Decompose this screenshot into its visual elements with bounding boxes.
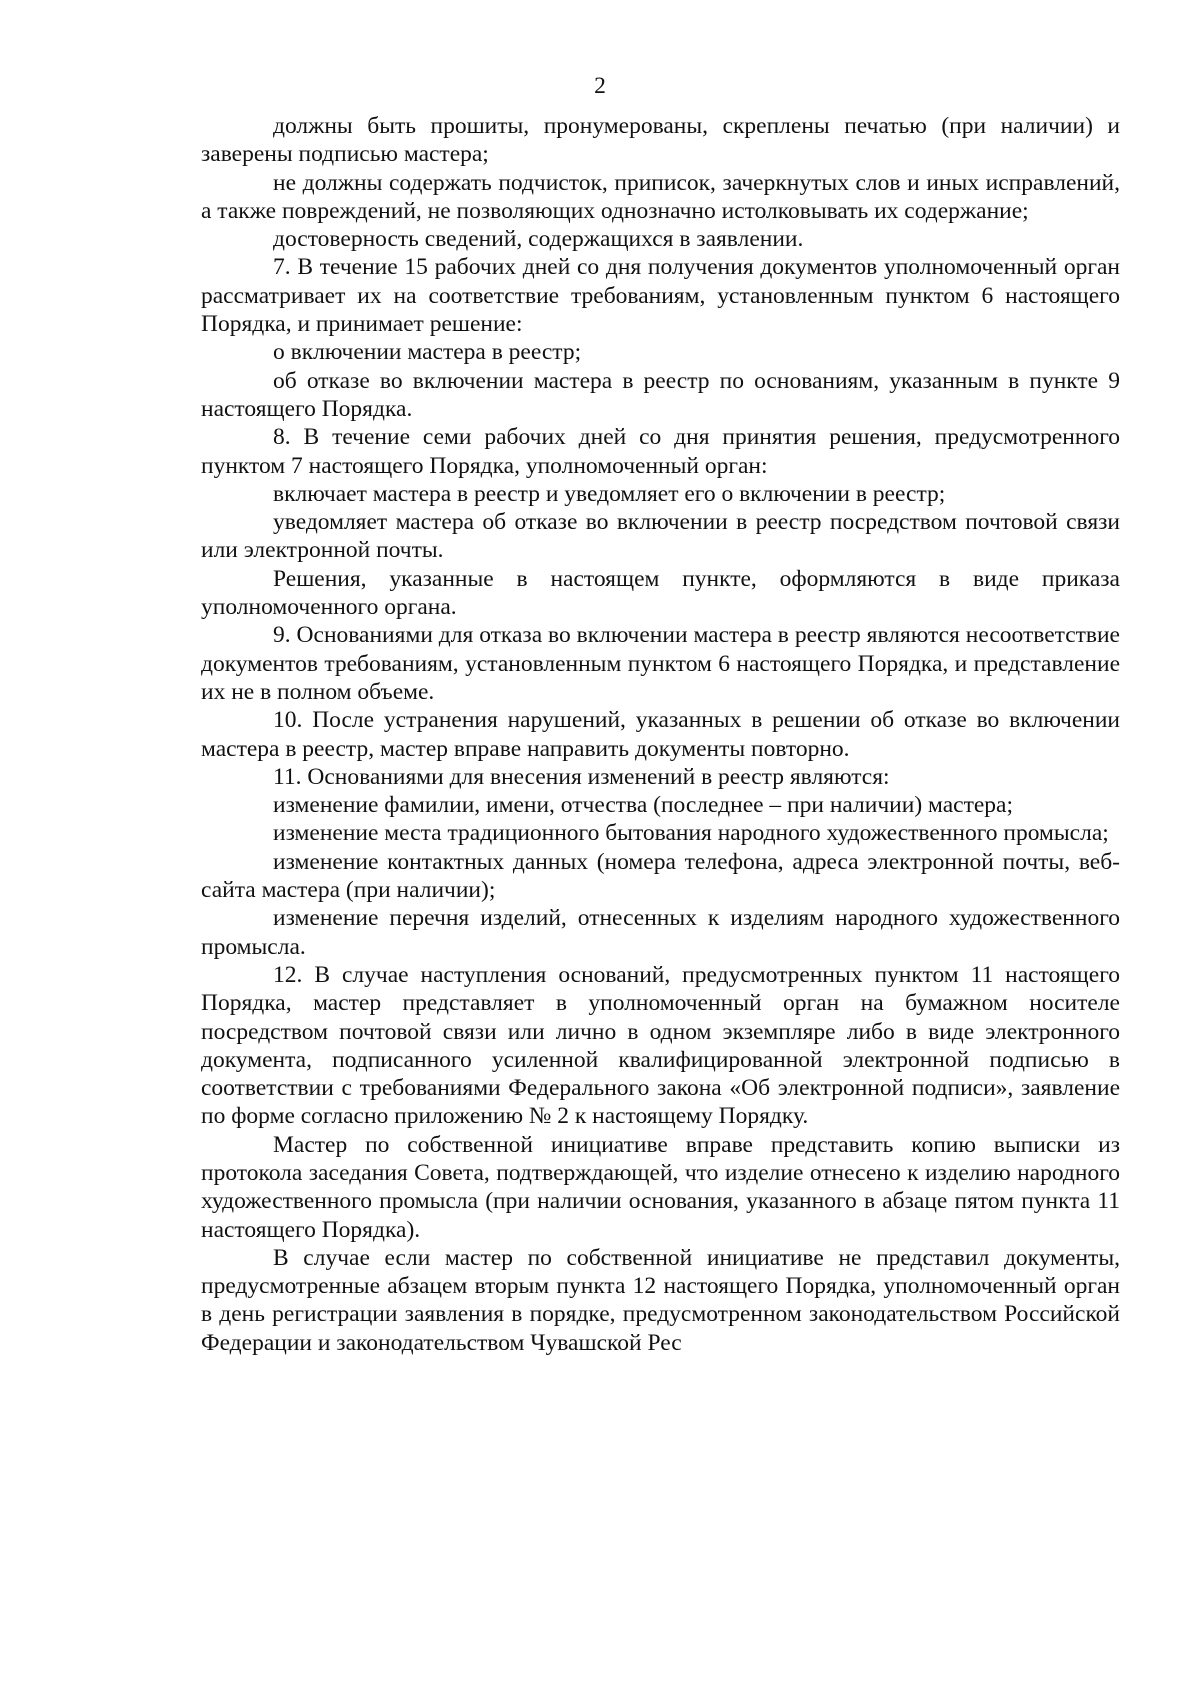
paragraph: 8. В течение семи рабочих дней со дня принятия решения, предусмотренного пунктом 7 настоящего Порядка, уполномоченный орган: [201, 424, 1120, 479]
paragraph: о включении мастера в реестр; [273, 339, 582, 366]
paragraph: включает мастера в реестр и уведомляет его о включении в реестр; [273, 480, 946, 507]
paragraph: 10. После устранения нарушений, указанных в решении об отказе во включении мастера в реестр, мастер вправе направить документы повторно. [201, 707, 1120, 762]
paragraph: не должны содержать подчисток, приписок, зачеркнутых слов и иных исправлений, а также повреждений, не позволяющих однозначно истолковывать их содержание; [201, 169, 1120, 224]
paragraph: уведомляет мастера об отказе во включении в реестр посредством почтовой связи или электронной почты. [201, 509, 1120, 564]
paragraph: Мастер по собственной инициативе вправе представить копию выписки из протокола заседания Совета, подтверждающей, что изделие отнесено к изделию народного художественного промысла (при наличии основания, указанного в абзаце пятом пункта 11 настоящего Порядка). [201, 1131, 1120, 1243]
document-body [201, 112, 1120, 1357]
paragraph: 11. Основаниями для внесения изменений в реестр являются: [273, 763, 890, 790]
paragraph: об отказе во включении мастера в реестр по основаниям, указанным в пункте 9 настоящего Порядка. [201, 367, 1120, 422]
paragraph: 9. Основаниями для отказа во включении мастера в реестр являются несоответствие документов требованиям, установленным пунктом 6 настоящего Порядка, и представление их не в полном объеме. [201, 622, 1120, 705]
paragraph: 7. В течение 15 рабочих дней со дня получения документов уполномоченный орган рассматривает их на соответствие требованиям, установленным пунктом 6 настоящего Порядка, и принимает решение: [201, 254, 1120, 338]
paragraph: изменение места традиционного бытования народного художественного промысла; [273, 820, 1109, 847]
paragraph: В случае если мастер по собственной инициативе не представил документы, предусмотренные абзацем вторым пункта 12 настоящего Порядка, уполномоченный орган в день регистрации заявления в порядке, предусмотренном законодательством Российской Федерации и законодательством Чувашской Рес [201, 1244, 1120, 1356]
paragraph: Решения, указанные в настоящем пункте, оформляются в виде приказа уполномоченного органа. [201, 565, 1120, 621]
paragraph: изменение фамилии, имени, отчества (последнее – при наличии) мастера; [273, 792, 1013, 819]
paragraph: достоверность сведений, содержащихся в заявлении. [273, 226, 804, 253]
paragraph: изменение контактных данных (номера телефона, адреса электронной почты, веб-сайта мастера (при наличии); [201, 848, 1120, 904]
paragraph: изменение перечня изделий, отнесенных к изделиям народного художественного промысла. [201, 905, 1120, 960]
paragraph: должны быть прошиты, пронумерованы, скреплены печатью (при наличии) и заверены подписью мастера; [201, 113, 1120, 168]
page-number: 2 [594, 73, 606, 99]
paragraph: 12. В случае наступления оснований, предусмотренных пунктом 11 настоящего Порядка, мастер представляет в уполномоченный орган на бумажном носителе посредством почтовой связи или лично в одном экземпляре либо в виде электронного документа, подписанного усиленной квалифицированной электронной подписью в соответствии с требованиями Федерального закона «Об электронной подписи», заявление по форме согласно приложению № 2 к настоящему Порядку. [201, 961, 1120, 1130]
